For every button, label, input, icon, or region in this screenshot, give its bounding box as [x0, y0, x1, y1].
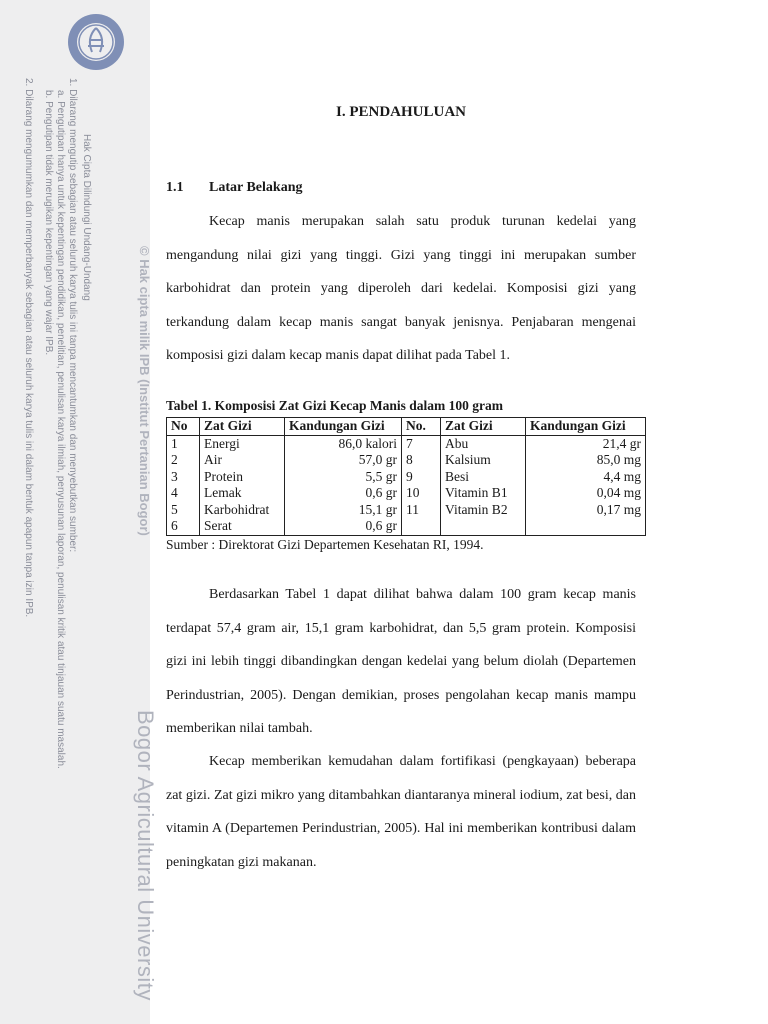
cell: Besi — [441, 469, 526, 486]
cell: 10 — [402, 485, 441, 502]
cell: 4 — [167, 485, 200, 502]
table-caption: Tabel 1. Komposisi Zat Gizi Kecap Manis dalam 100 gram — [166, 398, 504, 413]
cell: Energi — [200, 435, 285, 452]
table-header-row — [167, 418, 646, 436]
table-source: Sumber : Direktorat Gizi Departemen Kesehatan RI, 1994. — [166, 537, 484, 552]
cell: 2 — [167, 452, 200, 469]
cell — [441, 518, 526, 535]
table-row — [167, 518, 646, 535]
section-number: 1.1 — [166, 180, 184, 195]
paragraph-1: Kecap manis merupakan salah satu produk turunan kedelai yang mengandung nilai gizi yang tinggi. Gizi yang tinggi ini merupakan sumber karbohidrat dan protein yang diperoleh dari kedelai. Komposisi gizi yang terkandung dalam kecap manis sangat banyak jenisnya. Penjabaran mengenai komposisi gizi dalam kecap manis dapat dilihat pada Tabel 1. — [166, 214, 636, 363]
copyright-notice: © Hak cipta milik IPB (Institut Pertanian Bogor) — [137, 246, 152, 536]
cell: 86,0 kalori — [285, 435, 402, 452]
cell: 21,4 gr — [526, 435, 646, 452]
cell: 11 — [402, 502, 441, 519]
table-row — [167, 435, 646, 452]
col-header-no: No — [167, 418, 200, 436]
cell: 3 — [167, 469, 200, 486]
legal-item-b: b. Pengutipan tidak merugikan kepentingan yang wajar IPB. — [43, 90, 54, 356]
col-header-nutrient-2: Zat Gizi — [441, 418, 526, 436]
col-header-no-2: No. — [402, 418, 441, 436]
cell: 8 — [402, 452, 441, 469]
cell — [402, 518, 441, 535]
cell: 9 — [402, 469, 441, 486]
cell — [526, 518, 646, 535]
cell: 5,5 gr — [285, 469, 402, 486]
cell: 1 — [167, 435, 200, 452]
table-row — [167, 452, 646, 469]
nutrition-table — [166, 417, 646, 536]
cell: 6 — [167, 518, 200, 535]
cell: 0,04 mg — [526, 485, 646, 502]
cell: 57,0 gr — [285, 452, 402, 469]
table-row — [167, 485, 646, 502]
cell: 5 — [167, 502, 200, 519]
cell: 85,0 mg — [526, 452, 646, 469]
cell: Vitamin B2 — [441, 502, 526, 519]
cell: Protein — [200, 469, 285, 486]
cell: Vitamin B1 — [441, 485, 526, 502]
section-title: Latar Belakang — [209, 180, 303, 195]
legal-title: Hak Cipta Dilindungi Undang-Undang — [81, 134, 92, 301]
cell: Serat — [200, 518, 285, 535]
table-row — [167, 502, 646, 519]
cell: 0,6 gr — [285, 485, 402, 502]
table-row — [167, 469, 646, 486]
cell: 4,4 mg — [526, 469, 646, 486]
paragraph-2: Berdasarkan Tabel 1 dapat dilihat bahwa dalam 100 gram kecap manis terdapat 57,4 gram air, 15,1 gram karbohidrat, dan 5,5 gram protein. Komposisi gizi ini lebih tinggi dibandingkan dengan kedelai yang belum diolah (Departemen Perindustrian, 2005). Dengan demikian, proses pengolahan kecap manis mampu memberikan nilai tambah. — [166, 587, 636, 736]
col-header-content: Kandungan Gizi — [285, 418, 402, 436]
cell: Air — [200, 452, 285, 469]
cell: Lemak — [200, 485, 285, 502]
legal-item-a: a. Pengutipan hanya untuk kepentingan pendidikan, penelitian, penulisan karya ilmiah, penyusunan laporan, penulisan kritik atau tinjauan suatu masalah. — [55, 90, 66, 769]
cell: 0,17 mg — [526, 502, 646, 519]
section-heading — [166, 180, 302, 196]
cell: Kalsium — [441, 452, 526, 469]
legal-item-2: 2. Dilarang mengumumkan dan memperbanyak sebagian atau seluruh karya tulis ini dalam bentuk apapun tanpa izin IPB. — [23, 78, 34, 618]
cell: 15,1 gr — [285, 502, 402, 519]
chapter-title: I. PENDAHULUAN — [335, 104, 466, 120]
ipb-seal-icon — [66, 12, 126, 72]
cell: Karbohidrat — [200, 502, 285, 519]
paragraph-3: Kecap memberikan kemudahan dalam fortifikasi (pengkayaan) beberapa zat gizi. Zat gizi mikro yang ditambahkan diantaranya mineral iodium, zat besi, dan vitamin A (Departemen Perindustrian, 2005). Hal ini memberikan kontribusi dalam peningkatan gizi makanan. — [166, 754, 636, 870]
university-name: Bogor Agricultural University — [133, 710, 158, 1001]
col-header-nutrient: Zat Gizi — [200, 418, 285, 436]
legal-item-1: 1. Dilarang mengutip sebagian atau seluruh karya tulis ini tanpa mencantumkan dan menyebutkan sumber: — [67, 78, 78, 553]
cell: 0,6 gr — [285, 518, 402, 535]
watermark-sidebar — [0, 0, 158, 1024]
col-header-content-2: Kandungan Gizi — [526, 418, 646, 436]
cell: Abu — [441, 435, 526, 452]
cell: 7 — [402, 435, 441, 452]
